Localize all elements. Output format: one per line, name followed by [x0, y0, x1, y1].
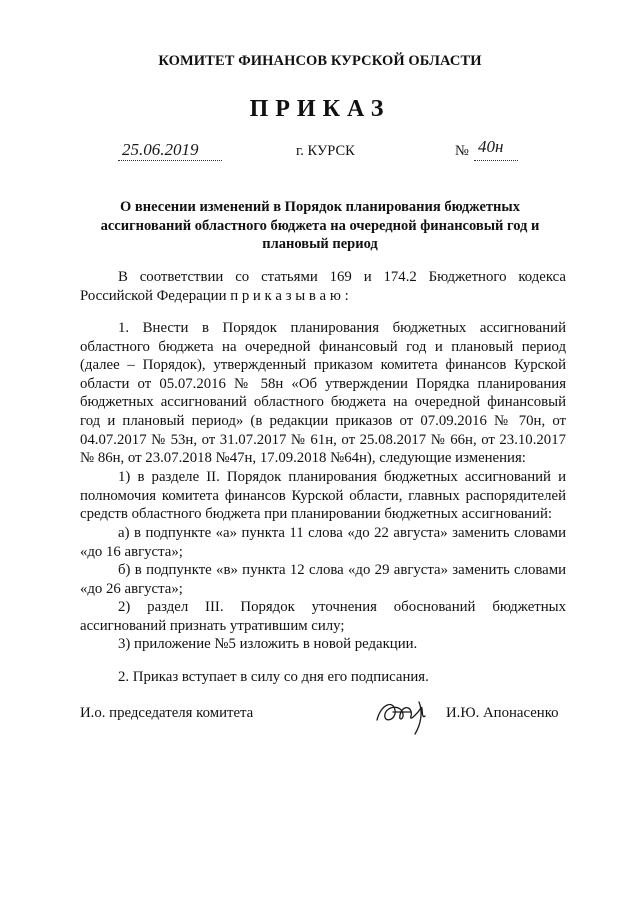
document-type-title: ПРИКАЗ — [249, 96, 391, 122]
preamble-paragraph: В соответствии со статьями 169 и 174.2 Бюджетного кодекса Российской Федерации п р и к а з ы в а ю : — [80, 269, 566, 304]
city-label: г. КУРСК — [296, 143, 355, 159]
handwritten-signature — [371, 690, 441, 738]
handwritten-number: 40н — [478, 137, 504, 156]
subitem-1-paragraph: 1) в разделе II. Порядок планирования бюджетных ассигнований и полномочия комитета финансов Курской области, главных распорядителей средств областного бюджета при планировании бюджетных ассигнований: — [80, 469, 566, 523]
handwritten-date: 25.06.2019 — [122, 140, 199, 159]
number-label: № — [455, 143, 469, 159]
subitem-1b-paragraph: б) в подпункте «в» пункта 12 слова «до 29 августа» заменить словами «до 26 августа»; — [80, 562, 566, 597]
date-underline — [118, 160, 222, 161]
subitem-2-paragraph: 2) раздел III. Порядок уточнения обоснований бюджетных ассигнований признать утратившим силу; — [80, 599, 566, 634]
document-subject: О внесении изменений в Порядок планирования бюджетных ассигнований областного бюджета на очередной финансовый год и плановый период — [100, 199, 540, 252]
signatory-title: И.о. председателя комитета — [80, 705, 254, 721]
subitem-3-paragraph: 3) приложение №5 изложить в новой редакции. — [118, 636, 418, 652]
signatory-name: И.Ю. Апонасенко — [446, 705, 559, 721]
item-2-paragraph: 2. Приказ вступает в силу со дня его подписания. — [118, 669, 429, 685]
committee-name: КОМИТЕТ ФИНАНСОВ КУРСКОЙ ОБЛАСТИ — [158, 53, 482, 69]
number-underline — [474, 160, 518, 161]
item-1-paragraph: 1. Внести в Порядок планирования бюджетных ассигнований областного бюджета на очередной финансовый год и плановый период (далее – Порядок), утвержденный приказом комитета финансов Курской области от 05.07.2016 № 58н «Об утверждении Порядка планирования бюджетных ассигнований областного бюджета на очередной финансовый год и плановый период» (в редакции приказов от 07.09.2016 № 70н, от 04.07.2017 № 53н, от 31.07.2017 № 61н, от 25.08.2017 № 66н, от 23.10.2017 № 86н, от 23.07.2018 №47н, 17.09.2018 №64н), следующие изменения: — [80, 320, 566, 467]
subitem-1a-paragraph: а) в подпункте «а» пункта 11 слова «до 22 августа» заменить словами «до 16 августа»; — [80, 525, 566, 560]
